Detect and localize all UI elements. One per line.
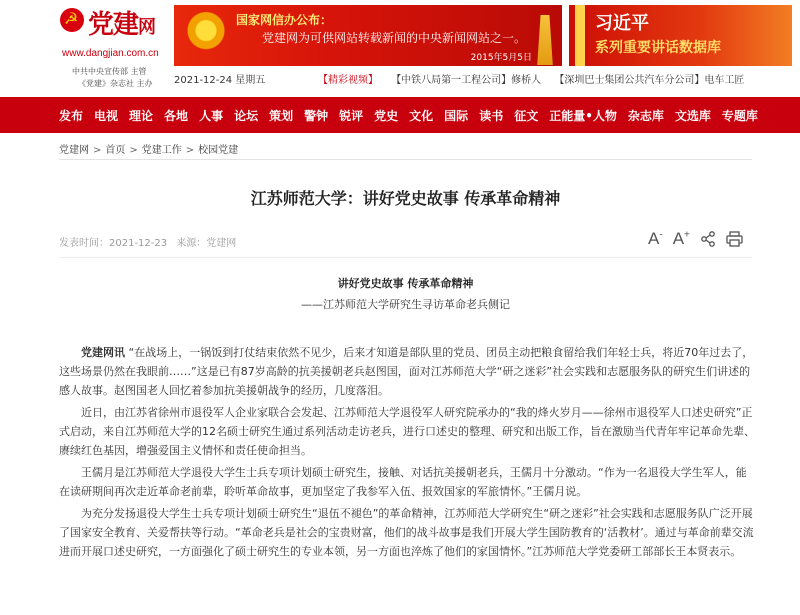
party-emblem-icon [60,8,84,32]
nav-item-regions[interactable]: 各地 [164,108,189,123]
divider [59,159,752,160]
share-icon[interactable] [700,231,716,247]
nav-item-anthology-library[interactable]: 文选库 [674,108,711,123]
nav-item-tv[interactable]: 电视 [94,108,119,123]
current-date: 2021-12-24 星期五 [174,75,266,86]
nav-item-commentary[interactable]: 锐评 [339,108,364,123]
article-paragraph: 近日，由江苏省徐州市退役军人企业家联合会发起、江苏师范大学退役军人研究院承办的“我的烽火岁月——徐州市退役军人口述史研究”正式启动，来自江苏师范大学的12名硕士研究生通过系列活动走访老兵，进行口述史的整理、研究和出版工作，旨在激励当代青年牢记革命先辈、赓续红色基因，增强爱国主义情怀和责任使命担当。 [59,406,755,457]
breadcrumb-item[interactable]: 党建网 [59,145,89,156]
publish-label: 发表时间： [59,238,109,249]
article-paragraph: 王儒月是江苏师范大学退役大学生士兵专项计划硕士研究生，接触、对话抗美援朝老兵，王儒月十分激动。“作为一名退役大学生军人，能在读研期间再次走近革命老前辈，聆听革命故事，更加坚定了我参军入伍、报效国家的军旅情怀。”王儒月说。 [59,466,747,498]
font-increase-icon[interactable]: A+ [672,229,690,248]
nav-item-warning[interactable]: 警钟 [304,108,329,123]
logo-sponsor: 中共中央宣传部 主管 [72,67,147,76]
tower-icon [532,7,558,65]
breadcrumb-separator: > [129,145,138,156]
font-decrease-icon[interactable]: A- [648,229,663,248]
banner-stripe [575,5,585,66]
ticker-item[interactable]: 【中铁八局第一工程公司】修桥人 [391,75,542,86]
breadcrumb-item[interactable]: 党建工作 [141,145,182,156]
nav-list [59,97,769,133]
nav-item-fabu[interactable]: 发布 [59,108,84,123]
source-name: 党建网 [206,238,237,249]
banner-date: 2015年5月5日 [470,53,532,63]
nav-item-essay[interactable]: 征文 [514,108,539,123]
breadcrumb-item[interactable]: 首页 [105,145,126,156]
news-ticker [318,71,744,86]
site-logo[interactable] [60,6,170,86]
banner-text: 系列重要讲话数据库 [595,40,721,56]
logo-url: www.dangjian.com.cn [62,48,159,59]
banner-title: 国家网信办公布： [236,13,333,27]
nav-item-culture[interactable]: 文化 [409,108,434,123]
nav-item-party-history[interactable]: 党史 [374,108,399,123]
announcement-banner[interactable] [174,5,562,66]
tiananmen-emblem-icon [180,9,232,63]
print-icon[interactable] [726,231,743,247]
article-paragraph: 为充分发扬退役大学生士兵专项计划硕士研究生“退伍不褪色”的革命精神，江苏师范大学研究生“研之迷彩”社会实践和志愿服务队广泛开展了国家安全教育、关爱帮扶等行动。“革命老兵是社会的宝贵财富，他们的战斗故事是我们开展大学生国防教育的‘活教材’。通过与革命前辈交流进而开展口述史研究，一方面强化了硕士研究生的专业本领，另一方面也淬炼了他们的家国情怀。”江苏师范大学党委研工部部长王本贤表示。 [59,507,754,558]
site-header [0,0,800,97]
breadcrumb-item[interactable]: 校园党建 [198,145,239,156]
speech-database-banner[interactable] [569,5,792,66]
article-title: 江苏师范大学：讲好党史故事 传承革命精神 [250,189,561,208]
article-tools [648,227,753,251]
banner-title: 习近平 [595,13,649,34]
nav-item-personnel[interactable]: 人事 [199,108,224,123]
nav-item-positive-people[interactable]: 正能量•人物 [549,108,617,123]
source-label: 来源： [176,238,207,249]
nav-item-theory[interactable]: 理论 [129,108,154,123]
breadcrumb [59,141,238,156]
nav-item-topic-library[interactable]: 专题库 [721,108,758,123]
ticker-item[interactable]: 【深圳巴士集团公共汽车分公司】电车工匠 [554,75,745,86]
logo-wordmark: 党建网 [88,10,157,40]
nav-item-magazine-library[interactable]: 杂志库 [627,108,664,123]
nav-item-reading[interactable]: 读书 [479,108,504,123]
breadcrumb-separator: > [185,145,195,156]
ticker-item[interactable]: 【精彩视频】 [318,75,378,86]
banner-text: 党建网为可供网站转载新闻的中央新闻网站之一。 [262,31,527,45]
article-subtitle: 讲好党史故事 传承革命精神 [337,277,474,290]
main-nav [0,97,800,133]
article-paragraph: 党建网讯 “在战场上，一锅饭到打仗结束依然不见少，后来才知道是部队里的党员、团员主动把粮食留给我们年轻士兵，将近70年过去了，这些场景仍然在我眼前……”这是已有87岁高龄的抗美援朝老兵赵图国，面对江苏师范大学“研之迷彩”社会实践和志愿服务队的研究生们讲述的感人故事。赵图国老人回忆着参加抗美援朝战争的经历，几度落泪。 [59,346,754,397]
publish-date: 2021-12-23 [109,238,168,249]
nav-item-forum[interactable]: 论坛 [234,108,259,123]
breadcrumb-separator: > [93,145,102,156]
article-body [59,343,756,564]
logo-publisher: 《党建》杂志社 主办 [78,79,153,88]
article-meta [59,234,236,249]
nav-item-planning[interactable]: 策划 [269,108,294,123]
article-lead: 党建网讯 [81,346,125,359]
nav-item-international[interactable]: 国际 [444,108,469,123]
article-subtitle-secondary: ——江苏师范大学研究生寻访革命老兵侧记 [301,298,510,311]
divider [59,257,752,258]
